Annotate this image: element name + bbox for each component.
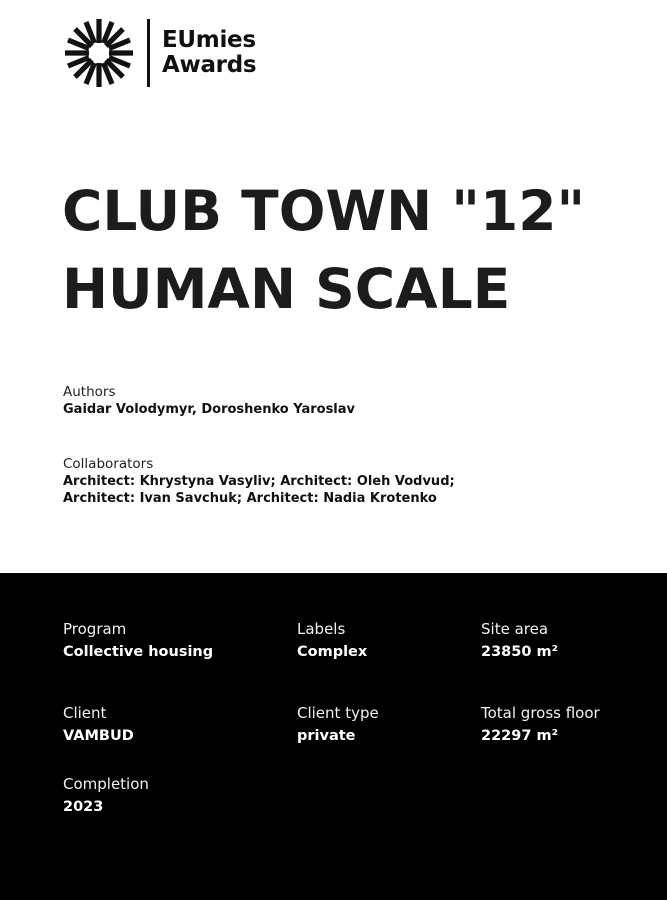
completion-value: 2023 (63, 799, 104, 815)
program-label: Program (63, 620, 127, 638)
collaborators-line-2: Architect: Ivan Savchuk; Architect: Nadia Krotenko (63, 491, 437, 506)
info-program (63, 619, 213, 662)
logo-line-1: EUmies (162, 27, 256, 53)
title-line-1: CLUB TOWN "12" (62, 179, 586, 243)
info-client-type (297, 703, 379, 746)
eumies-awards-logo (64, 19, 256, 87)
project-title (62, 172, 642, 328)
total-gross-floor-label: Total gross floor (481, 704, 600, 722)
info-client (63, 703, 134, 746)
client-type-label: Client type (297, 704, 379, 722)
authors-label: Authors (63, 384, 116, 400)
client-value: VAMBUD (63, 728, 134, 744)
completion-label: Completion (63, 775, 149, 793)
labels-value: Complex (297, 644, 368, 660)
authors-section (63, 384, 623, 418)
site-area-label: Site area (481, 620, 549, 638)
info-site-area (481, 619, 558, 662)
logo-wordmark (162, 28, 256, 78)
info-completion (63, 774, 149, 817)
logo-divider (147, 19, 150, 87)
client-label: Client (63, 704, 107, 722)
client-type-value: private (297, 728, 356, 744)
program-value: Collective housing (63, 644, 214, 660)
collaborators-section (63, 456, 623, 507)
project-info-panel (0, 573, 667, 900)
collaborators-line-1: Architect: Khrystyna Vasyliv; Architect: Oleh Vodvud; (63, 474, 455, 489)
site-area-value: 23850 m² (481, 644, 558, 660)
labels-label: Labels (297, 620, 346, 638)
total-gross-floor-value: 22297 m² (481, 728, 558, 744)
logo-line-2: Awards (162, 52, 257, 78)
info-labels (297, 619, 367, 662)
title-line-2: HUMAN SCALE (62, 257, 511, 321)
starburst-icon (64, 18, 134, 88)
info-total-gross-floor (481, 703, 600, 746)
authors-value: Gaidar Volodymyr, Doroshenko Yaroslav (63, 402, 356, 417)
collaborators-label: Collaborators (63, 456, 154, 472)
